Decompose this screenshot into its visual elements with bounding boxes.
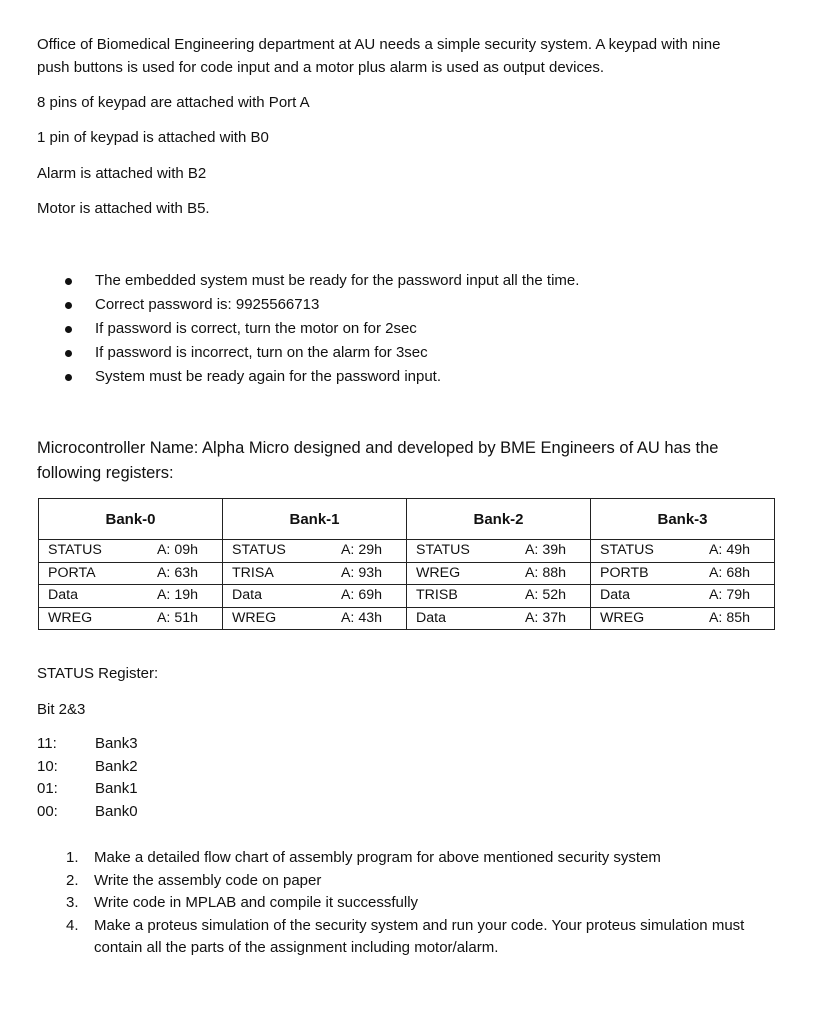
register-name: WREG xyxy=(48,609,93,626)
register-name: PORTB xyxy=(600,564,649,581)
bit-code: 11: xyxy=(37,735,57,752)
register-row xyxy=(591,584,774,607)
bullet-icon xyxy=(65,326,72,333)
register-row xyxy=(223,607,406,630)
register-address: A: 52h xyxy=(524,587,566,603)
list-item xyxy=(66,870,766,893)
register-row xyxy=(223,562,406,585)
task-text: Write code in MPLAB and compile it successfully xyxy=(94,894,419,911)
register-address: A: 39h xyxy=(524,542,566,558)
register-address: A: 93h xyxy=(340,564,382,581)
list-item xyxy=(37,756,138,779)
register-address: A: 49h xyxy=(708,542,750,558)
requirement-text: If password is incorrect, turn on the alarm for 3sec xyxy=(95,343,428,361)
register-name: STATUS xyxy=(48,542,102,558)
task-number: 4. xyxy=(66,916,79,934)
motor-note: Motor is attached with B5. xyxy=(37,200,210,217)
requirement-text: If password is correct, turn the motor on for 2sec xyxy=(95,319,417,337)
register-table xyxy=(38,498,775,630)
register-address: A: 68h xyxy=(708,564,750,581)
register-row xyxy=(407,540,590,562)
list-item xyxy=(66,892,766,915)
task-text: Make a proteus simulation of the security system and run your code. Your proteus simulation must contain all the parts of the assignment including motor/alarm. xyxy=(94,916,745,956)
register-name: WREG xyxy=(232,609,277,626)
register-address: A: 79h xyxy=(708,587,750,603)
bank-select-codes xyxy=(37,733,138,823)
b0-note: 1 pin of keypad is attached with B0 xyxy=(37,129,269,146)
list-item xyxy=(63,365,579,389)
list-item xyxy=(63,341,579,365)
register-name: TRISB xyxy=(416,587,458,603)
register-row xyxy=(591,562,774,585)
register-address: A: 88h xyxy=(524,564,566,581)
status-bits-label: Bit 2&3 xyxy=(37,701,86,718)
bank-header: Bank-0 xyxy=(39,499,223,540)
list-item xyxy=(63,317,579,341)
list-item xyxy=(63,269,579,293)
register-address: A: 19h xyxy=(156,587,198,603)
bit-code: 01: xyxy=(37,780,58,797)
task-text: Write the assembly code on paper xyxy=(94,871,322,889)
register-row xyxy=(407,607,590,630)
requirement-text: System must be ready again for the password input. xyxy=(95,367,442,385)
register-name: STATUS xyxy=(600,542,654,558)
register-row xyxy=(591,607,774,630)
intro-line-2: push buttons is used for code input and a motor plus alarm is used as output devices. xyxy=(37,59,604,76)
list-item xyxy=(37,778,138,801)
register-name: PORTA xyxy=(48,564,96,581)
alarm-note: Alarm is attached with B2 xyxy=(37,165,207,182)
bank-label: Bank3 xyxy=(95,735,138,752)
register-name: WREG xyxy=(416,564,461,581)
bullet-icon xyxy=(65,302,72,309)
register-address: A: 29h xyxy=(340,542,382,558)
bullet-icon xyxy=(65,374,72,381)
bank-1-registers xyxy=(223,540,407,630)
bit-code: 10: xyxy=(37,757,58,775)
micro-line-2: following registers: xyxy=(37,464,174,482)
intro-paragraph xyxy=(37,33,777,79)
register-row xyxy=(223,584,406,607)
task-number: 3. xyxy=(66,894,79,911)
register-row xyxy=(39,584,222,607)
register-row xyxy=(591,540,774,562)
bullet-icon xyxy=(65,278,72,285)
status-register-title: STATUS Register: xyxy=(37,665,159,682)
list-item xyxy=(37,733,138,756)
list-item xyxy=(37,801,138,824)
requirements-list xyxy=(63,269,579,388)
bank-label: Bank2 xyxy=(95,757,138,775)
register-name: Data xyxy=(600,587,630,603)
task-text: Make a detailed flow chart of assembly program for above mentioned security system xyxy=(94,849,661,866)
register-row xyxy=(407,562,590,585)
bank-0-registers xyxy=(39,540,223,630)
bank-3-registers xyxy=(591,540,775,630)
register-row xyxy=(407,584,590,607)
micro-line-1: Microcontroller Name: Alpha Micro designed and developed by BME Engineers of AU has the xyxy=(37,439,719,457)
table-row xyxy=(39,540,775,630)
intro-line-1: Office of Biomedical Engineering department at AU needs a simple security system. A keypad with nine xyxy=(37,36,721,53)
requirement-text: The embedded system must be ready for the password input all the time. xyxy=(95,272,580,289)
register-row xyxy=(39,562,222,585)
bank-header: Bank-1 xyxy=(223,499,407,540)
bank-2-registers xyxy=(407,540,591,630)
register-address: A: 69h xyxy=(340,587,382,603)
register-name: Data xyxy=(232,587,262,603)
list-item xyxy=(66,915,766,960)
microcontroller-description xyxy=(37,436,777,486)
register-row xyxy=(39,607,222,630)
register-address: A: 85h xyxy=(708,609,750,626)
task-number: 1. xyxy=(66,849,79,866)
bank-header: Bank-3 xyxy=(591,499,775,540)
task-number: 2. xyxy=(66,871,79,889)
register-address: A: 37h xyxy=(524,609,566,626)
register-row xyxy=(223,540,406,562)
bit-code: 00: xyxy=(37,802,58,820)
register-name: Data xyxy=(48,587,78,603)
register-name: Data xyxy=(416,609,446,626)
task-list xyxy=(66,847,766,960)
port-a-note: 8 pins of keypad are attached with Port A xyxy=(37,94,310,111)
register-name: WREG xyxy=(600,609,645,626)
register-address: A: 43h xyxy=(340,609,382,626)
list-item xyxy=(63,293,579,317)
table-header-row xyxy=(39,499,775,540)
register-address: A: 51h xyxy=(156,609,198,626)
register-row xyxy=(39,540,222,562)
bullet-icon xyxy=(65,350,72,357)
requirement-text: Correct password is: 9925566713 xyxy=(95,295,320,313)
register-name: TRISA xyxy=(232,564,274,581)
list-item xyxy=(66,847,766,870)
bank-label: Bank0 xyxy=(95,802,138,820)
register-name: STATUS xyxy=(232,542,286,558)
bank-header: Bank-2 xyxy=(407,499,591,540)
bank-label: Bank1 xyxy=(95,780,138,797)
register-name: STATUS xyxy=(416,542,470,558)
register-address: A: 09h xyxy=(156,542,198,558)
register-address: A: 63h xyxy=(156,564,198,581)
